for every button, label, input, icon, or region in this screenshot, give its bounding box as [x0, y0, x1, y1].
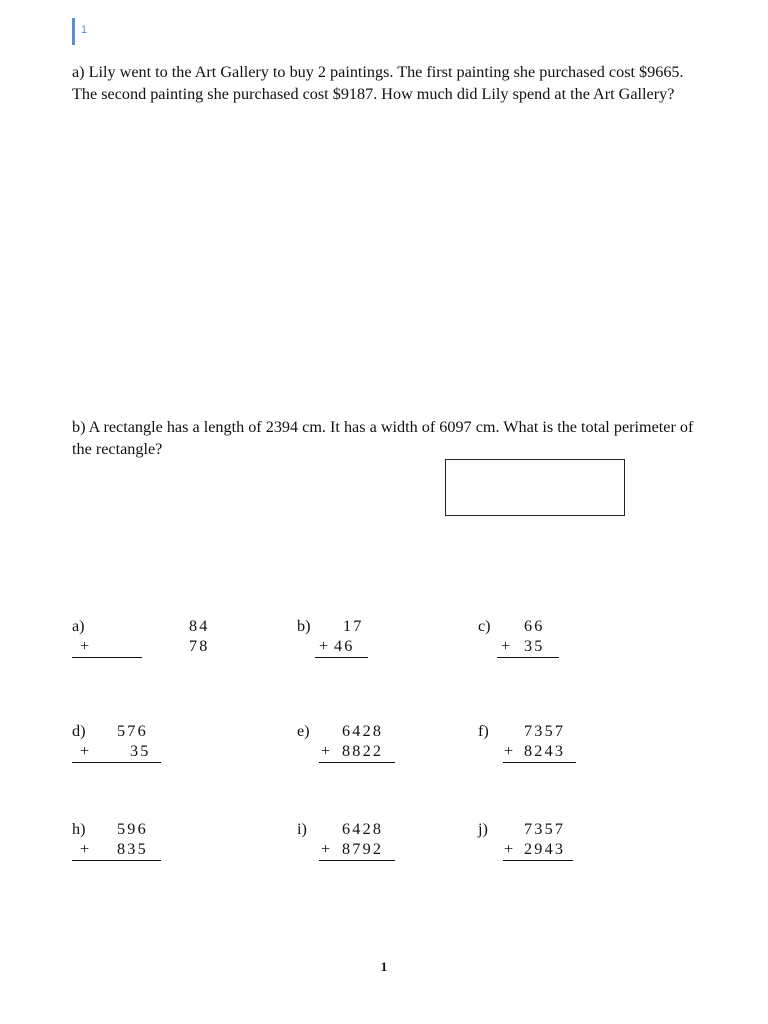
sum-underline	[72, 860, 161, 861]
sum-f	[478, 722, 618, 766]
sum-label: i)	[297, 820, 307, 838]
sum-bottom-number: 78	[189, 637, 210, 655]
sum-bottom-number: 835	[117, 840, 148, 858]
word-problem-a: a) Lily went to the Art Gallery to buy 2 paintings. The first painting she purchased cost $9665. The second painting she purchased cost $9187. How much did Lily spend at the Art Gallery?	[72, 63, 684, 103]
header-page-label: 1	[81, 24, 88, 36]
sum-top-number: 576	[117, 722, 148, 740]
sum-bottom-number: 8243	[524, 742, 566, 760]
word-problem-b: b) A rectangle has a length of 2394 cm. It has a width of 6097 cm. What is the total perimeter of the rectangle?	[72, 418, 694, 458]
sum-underline	[319, 860, 395, 861]
sum-underline	[497, 657, 559, 658]
sum-label: c)	[478, 617, 491, 635]
sum-top-number: 66	[524, 617, 545, 635]
sum-top-number: 596	[117, 820, 148, 838]
sum-label: a)	[72, 617, 85, 635]
sum-d	[72, 722, 212, 766]
plus-sign: +	[80, 840, 90, 858]
answer-box	[445, 459, 625, 516]
sum-underline	[72, 657, 142, 658]
plus-sign: +	[319, 637, 329, 655]
sum-a	[72, 617, 212, 661]
plus-sign: +	[504, 840, 514, 858]
sum-bottom-number: 8792	[342, 840, 384, 858]
plus-sign: +	[80, 742, 90, 760]
sum-label: d)	[72, 722, 86, 740]
sum-label: e)	[297, 722, 310, 740]
sum-top-number: 7357	[524, 722, 566, 740]
sum-top-number: 6428	[342, 820, 384, 838]
sum-underline	[319, 762, 395, 763]
sum-b	[297, 617, 437, 661]
sum-underline	[503, 860, 573, 861]
sum-c	[478, 617, 618, 661]
plus-sign: +	[80, 637, 90, 655]
sum-h	[72, 820, 212, 864]
plus-sign: +	[504, 742, 514, 760]
sum-top-number: 17	[343, 617, 364, 635]
sum-e	[297, 722, 437, 766]
sum-bottom-number: 2943	[524, 840, 566, 858]
sum-bottom-number: 46	[334, 637, 355, 655]
sum-bottom-number: 8822	[342, 742, 384, 760]
sum-label: j)	[478, 820, 488, 838]
sum-underline	[503, 762, 576, 763]
sum-j	[478, 820, 618, 864]
sum-underline	[72, 762, 161, 763]
page-number: 1	[380, 959, 388, 974]
sum-top-number: 6428	[342, 722, 384, 740]
sum-i	[297, 820, 437, 864]
plus-sign: +	[321, 742, 331, 760]
sum-top-number: 84	[189, 617, 210, 635]
sum-bottom-number: 35	[130, 742, 151, 760]
sum-bottom-number: 35	[524, 637, 545, 655]
sum-label: f)	[478, 722, 489, 740]
sum-underline	[315, 657, 368, 658]
sum-label: h)	[72, 820, 86, 838]
header-marker	[72, 18, 75, 45]
plus-sign: +	[501, 637, 511, 655]
sum-top-number: 7357	[524, 820, 566, 838]
plus-sign: +	[321, 840, 331, 858]
sum-label: b)	[297, 617, 311, 635]
